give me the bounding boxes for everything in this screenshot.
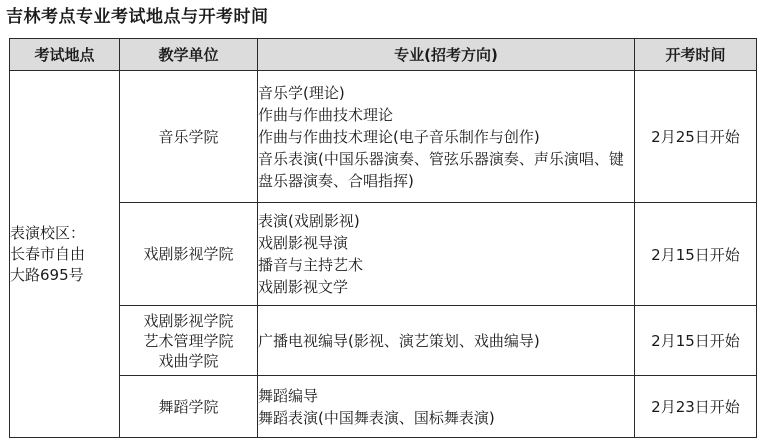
major-cell	[258, 376, 635, 438]
major-item: 舞蹈编导	[258, 386, 319, 405]
table-row	[10, 203, 757, 306]
major-item: 戏剧影视文学	[258, 278, 349, 296]
major-item: 广播电视编导(影视、演艺策划、戏曲编导)	[258, 331, 540, 350]
location-line: 表演校区：	[10, 223, 86, 242]
header-time: 开考时间	[635, 39, 757, 71]
time-cell: 2月15日开始	[635, 306, 757, 376]
time-cell: 2月23日开始	[635, 376, 757, 438]
page-title: 吉林考点专业考试地点与开考时间	[6, 7, 269, 27]
table-header-row	[10, 39, 757, 71]
unit-cell	[120, 71, 258, 203]
table-row	[10, 306, 757, 376]
major-item: 音乐学(理论)	[258, 83, 345, 102]
table-row	[10, 71, 757, 203]
header-major: 专业(招考方向)	[258, 39, 635, 71]
unit-cell	[120, 306, 258, 376]
unit-name: 舞蹈学院	[158, 397, 219, 416]
header-unit: 教学单位	[120, 39, 258, 71]
unit-name: 艺术管理学院	[143, 331, 234, 350]
major-item: 作曲与作曲技术理论(电子音乐制作与创作)	[258, 127, 540, 146]
major-cell	[258, 71, 635, 203]
major-item: 音乐表演(中国乐器演奏、管弦乐器演奏、声乐演唱、键盘乐器演奏、合唱指挥)	[258, 149, 624, 190]
major-cell	[258, 203, 635, 306]
unit-name: 音乐学院	[158, 127, 219, 146]
major-item: 舞蹈表演(中国舞表演、国标舞表演)	[258, 408, 495, 427]
time-cell: 2月25日开始	[635, 71, 757, 203]
major-item: 表演(戏剧影视)	[258, 212, 360, 230]
unit-name: 戏曲学院	[158, 351, 219, 370]
unit-name: 戏剧影视学院	[143, 311, 234, 330]
table-row	[10, 376, 757, 438]
location-line: 长春市自由	[10, 244, 86, 263]
unit-name: 戏剧影视学院	[143, 245, 234, 263]
time-cell: 2月15日开始	[635, 203, 757, 306]
major-item: 作曲与作曲技术理论	[258, 105, 394, 124]
unit-cell	[120, 376, 258, 438]
major-item: 戏剧影视导演	[258, 234, 349, 252]
exam-schedule-table	[9, 38, 757, 438]
unit-cell	[120, 203, 258, 306]
location-cell	[10, 71, 120, 438]
major-cell	[258, 306, 635, 376]
location-line: 大路695号	[10, 265, 84, 284]
major-item: 播音与主持艺术	[258, 256, 364, 274]
header-location: 考试地点	[10, 39, 120, 71]
